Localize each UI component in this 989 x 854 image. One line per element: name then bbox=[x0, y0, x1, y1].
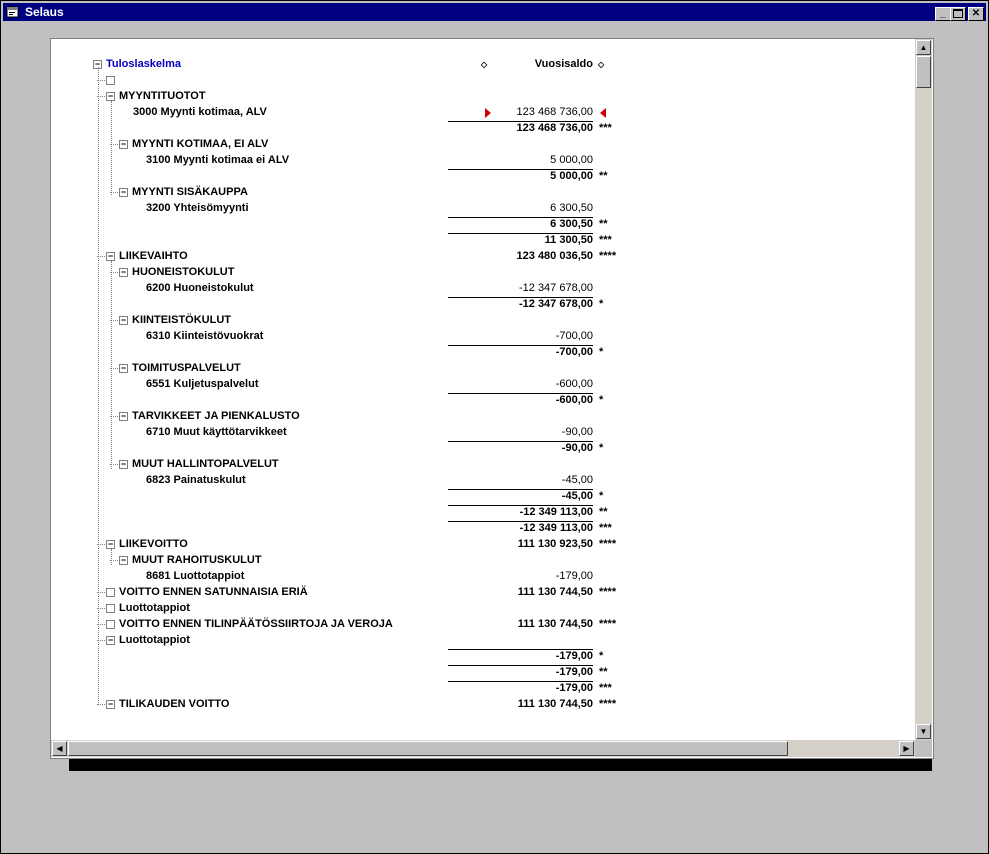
horizontal-scrollbar[interactable] bbox=[51, 740, 915, 757]
row-value: -90,00 bbox=[561, 426, 593, 438]
row-value: -12 347 678,00 bbox=[448, 297, 593, 310]
scroll-right-button[interactable]: ▶ bbox=[899, 741, 914, 756]
report-frame bbox=[50, 38, 934, 759]
table-row[interactable] bbox=[51, 313, 915, 329]
row-value: -600,00 bbox=[448, 393, 593, 406]
table-row[interactable] bbox=[51, 249, 915, 265]
report-header bbox=[51, 57, 915, 73]
table-row[interactable] bbox=[51, 169, 915, 185]
table-row[interactable] bbox=[51, 393, 915, 409]
table-row[interactable] bbox=[51, 473, 915, 489]
level-stars: ** bbox=[599, 218, 608, 230]
row-label: 8681 Luottotappiot bbox=[146, 570, 245, 582]
tree-connector bbox=[111, 549, 112, 565]
level-stars: * bbox=[599, 442, 604, 454]
row-label: 3200 Yhteisömyynti bbox=[146, 202, 249, 214]
level-stars: **** bbox=[599, 586, 617, 598]
row-label: 3000 Myynti kotimaa, ALV bbox=[133, 106, 267, 118]
collapse-icon[interactable]: − bbox=[107, 91, 114, 101]
row-value: -12 349 113,00 bbox=[448, 505, 593, 518]
collapse-icon[interactable]: − bbox=[107, 251, 114, 261]
column-header: Vuosisaldo bbox=[534, 58, 593, 70]
table-row[interactable] bbox=[51, 537, 915, 553]
row-label: MUUT RAHOITUSKULUT bbox=[132, 554, 262, 566]
row-value: -45,00 bbox=[561, 474, 593, 486]
collapse-icon[interactable]: − bbox=[120, 459, 127, 469]
level-stars: ** bbox=[599, 506, 608, 518]
table-row[interactable] bbox=[51, 233, 915, 249]
row-value: 5 000,00 bbox=[550, 154, 593, 166]
level-stars: *** bbox=[599, 682, 612, 694]
scroll-down-button[interactable]: ▼ bbox=[916, 724, 931, 739]
vertical-scroll-thumb[interactable] bbox=[916, 56, 931, 88]
table-row[interactable] bbox=[51, 457, 915, 473]
level-stars: *** bbox=[599, 122, 612, 134]
sort-diamond-icon[interactable]: ◇ bbox=[481, 60, 488, 69]
level-stars: * bbox=[599, 490, 604, 502]
row-value: 111 130 744,50 bbox=[517, 618, 593, 630]
collapse-icon[interactable]: − bbox=[107, 699, 114, 709]
level-stars: *** bbox=[599, 522, 612, 534]
row-label: 3100 Myynti kotimaa ei ALV bbox=[146, 154, 290, 166]
table-row[interactable] bbox=[51, 441, 915, 457]
row-value: 123 480 036,50 bbox=[516, 250, 593, 262]
table-row[interactable] bbox=[51, 681, 915, 697]
row-label: VOITTO ENNEN SATUNNAISIA ERIÄ bbox=[119, 586, 308, 598]
table-row[interactable] bbox=[51, 425, 915, 441]
table-row[interactable] bbox=[51, 377, 915, 393]
level-stars: * bbox=[599, 298, 604, 310]
collapse-icon[interactable]: − bbox=[120, 187, 127, 197]
table-row[interactable] bbox=[51, 521, 915, 537]
table-row[interactable] bbox=[51, 665, 915, 681]
table-row[interactable] bbox=[51, 569, 915, 585]
collapse-icon[interactable]: − bbox=[120, 267, 127, 277]
table-row[interactable] bbox=[51, 409, 915, 425]
row-label: LIIKEVAIHTO bbox=[119, 250, 188, 262]
app-icon[interactable] bbox=[6, 5, 20, 19]
row-value: 6 300,50 bbox=[550, 202, 593, 214]
tree-connector bbox=[111, 101, 112, 195]
table-row[interactable] bbox=[51, 361, 915, 377]
table-row[interactable] bbox=[51, 617, 915, 633]
title-bar[interactable] bbox=[3, 3, 986, 21]
maximize-icon bbox=[953, 9, 963, 18]
collapse-icon[interactable]: − bbox=[120, 315, 127, 325]
vertical-scrollbar[interactable] bbox=[915, 39, 932, 740]
row-label: TARVIKKEET JA PIENKALUSTO bbox=[132, 410, 300, 422]
report-content[interactable] bbox=[51, 39, 915, 740]
row-label: MYYNTITUOTOT bbox=[119, 90, 206, 102]
row-label: VOITTO ENNEN TILINPÄÄTÖSSIIRTOJA JA VEROJA bbox=[119, 618, 393, 630]
row-label: Luottotappiot bbox=[119, 602, 190, 614]
tree-connector bbox=[111, 261, 112, 469]
scroll-left-button[interactable]: ◀ bbox=[52, 741, 67, 756]
collapse-icon[interactable]: − bbox=[120, 555, 127, 565]
level-stars: ** bbox=[599, 170, 608, 182]
row-value: -90,00 bbox=[448, 441, 593, 454]
row-value: 123 468 736,00 bbox=[516, 106, 593, 118]
row-value: 6 300,50 bbox=[448, 217, 593, 230]
row-value: -12 349 113,00 bbox=[448, 521, 593, 534]
minimize-button[interactable] bbox=[935, 7, 951, 21]
row-label: 6551 Kuljetuspalvelut bbox=[146, 378, 259, 390]
row-value: -700,00 bbox=[555, 330, 593, 342]
row-value: 5 000,00 bbox=[448, 169, 593, 182]
level-stars: **** bbox=[599, 618, 617, 630]
close-icon: ✕ bbox=[971, 8, 981, 19]
row-label: 6310 Kiinteistövuokrat bbox=[146, 330, 264, 342]
collapse-icon[interactable]: − bbox=[120, 411, 127, 421]
row-label: 6200 Huoneistokulut bbox=[146, 282, 254, 294]
collapse-icon[interactable]: − bbox=[107, 635, 114, 645]
tree-connector bbox=[98, 67, 99, 705]
collapse-icon[interactable]: − bbox=[107, 539, 114, 549]
collapse-icon[interactable]: − bbox=[120, 363, 127, 373]
table-row[interactable] bbox=[51, 201, 915, 217]
table-row[interactable] bbox=[51, 153, 915, 169]
leaf-box-icon[interactable] bbox=[106, 588, 115, 597]
collapse-icon[interactable]: − bbox=[94, 59, 101, 69]
table-row[interactable] bbox=[51, 345, 915, 361]
table-row[interactable] bbox=[51, 633, 915, 649]
selection-marker-left-icon bbox=[485, 108, 491, 118]
table-row[interactable] bbox=[51, 217, 915, 233]
row-label: Luottotappiot bbox=[119, 634, 190, 646]
row-value: -700,00 bbox=[448, 345, 593, 358]
row-value: -179,00 bbox=[448, 649, 593, 662]
table-row[interactable] bbox=[51, 121, 915, 137]
selection-marker-right-icon bbox=[600, 108, 606, 118]
row-label: HUONEISTOKULUT bbox=[132, 266, 235, 278]
table-row[interactable] bbox=[51, 281, 915, 297]
window-title: Selaus bbox=[25, 5, 64, 19]
table-row[interactable] bbox=[51, 265, 915, 281]
collapse-icon[interactable]: − bbox=[120, 139, 127, 149]
table-row[interactable] bbox=[51, 505, 915, 521]
row-value: -179,00 bbox=[555, 570, 593, 582]
maximize-button[interactable] bbox=[950, 7, 966, 21]
table-row[interactable] bbox=[51, 601, 915, 617]
minimize-icon: _ bbox=[940, 8, 946, 19]
row-value: -12 347 678,00 bbox=[518, 282, 593, 294]
table-row[interactable] bbox=[51, 585, 915, 601]
table-row[interactable] bbox=[51, 489, 915, 505]
row-label: 6710 Muut käyttötarvikkeet bbox=[146, 426, 287, 438]
row-label: MUUT HALLINTOPALVELUT bbox=[132, 458, 279, 470]
row-value: 123 468 736,00 bbox=[448, 121, 593, 134]
table-row[interactable] bbox=[51, 105, 915, 121]
row-value: -45,00 bbox=[448, 489, 593, 502]
scroll-corner bbox=[915, 740, 932, 757]
close-button[interactable] bbox=[968, 7, 984, 21]
row-label: TOIMITUSPALVELUT bbox=[132, 362, 241, 374]
table-row[interactable] bbox=[51, 297, 915, 313]
level-stars: **** bbox=[599, 538, 617, 550]
level-stars: * bbox=[599, 394, 604, 406]
row-value: 11 300,50 bbox=[448, 233, 593, 246]
scroll-up-button[interactable]: ▲ bbox=[916, 40, 931, 55]
row-label: LIIKEVOITTO bbox=[119, 538, 188, 550]
table-row[interactable] bbox=[51, 697, 915, 713]
row-value: 111 130 744,50 bbox=[517, 586, 593, 598]
sort-diamond-icon[interactable]: ◇ bbox=[598, 60, 605, 69]
level-stars: * bbox=[599, 650, 604, 662]
row-value: -179,00 bbox=[448, 681, 593, 694]
leaf-box-icon[interactable] bbox=[106, 620, 115, 629]
table-row[interactable] bbox=[51, 89, 915, 105]
row-label: 6823 Painatuskulut bbox=[146, 474, 246, 486]
row-label: MYYNTI KOTIMAA, EI ALV bbox=[132, 138, 269, 150]
row-value: -179,00 bbox=[448, 665, 593, 678]
level-stars: **** bbox=[599, 250, 617, 262]
row-label: MYYNTI SISÄKAUPPA bbox=[132, 186, 248, 198]
report-title: Tuloslaskelma bbox=[106, 58, 181, 70]
table-row[interactable] bbox=[51, 649, 915, 665]
level-stars: * bbox=[599, 346, 604, 358]
row-label: TILIKAUDEN VOITTO bbox=[119, 698, 230, 710]
table-row[interactable] bbox=[51, 73, 915, 89]
row-value: -600,00 bbox=[555, 378, 593, 390]
level-stars: ** bbox=[599, 666, 608, 678]
horizontal-scroll-thumb[interactable] bbox=[68, 741, 788, 756]
table-row[interactable] bbox=[51, 185, 915, 201]
table-row[interactable] bbox=[51, 553, 915, 569]
leaf-box-icon[interactable] bbox=[106, 76, 115, 85]
row-label: KIINTEISTÖKULUT bbox=[132, 314, 231, 326]
level-stars: **** bbox=[599, 698, 617, 710]
table-row[interactable] bbox=[51, 137, 915, 153]
table-row[interactable] bbox=[51, 329, 915, 345]
row-value: 111 130 744,50 bbox=[517, 698, 593, 710]
row-value: 111 130 923,50 bbox=[517, 538, 593, 550]
level-stars: *** bbox=[599, 234, 612, 246]
leaf-box-icon[interactable] bbox=[106, 604, 115, 613]
